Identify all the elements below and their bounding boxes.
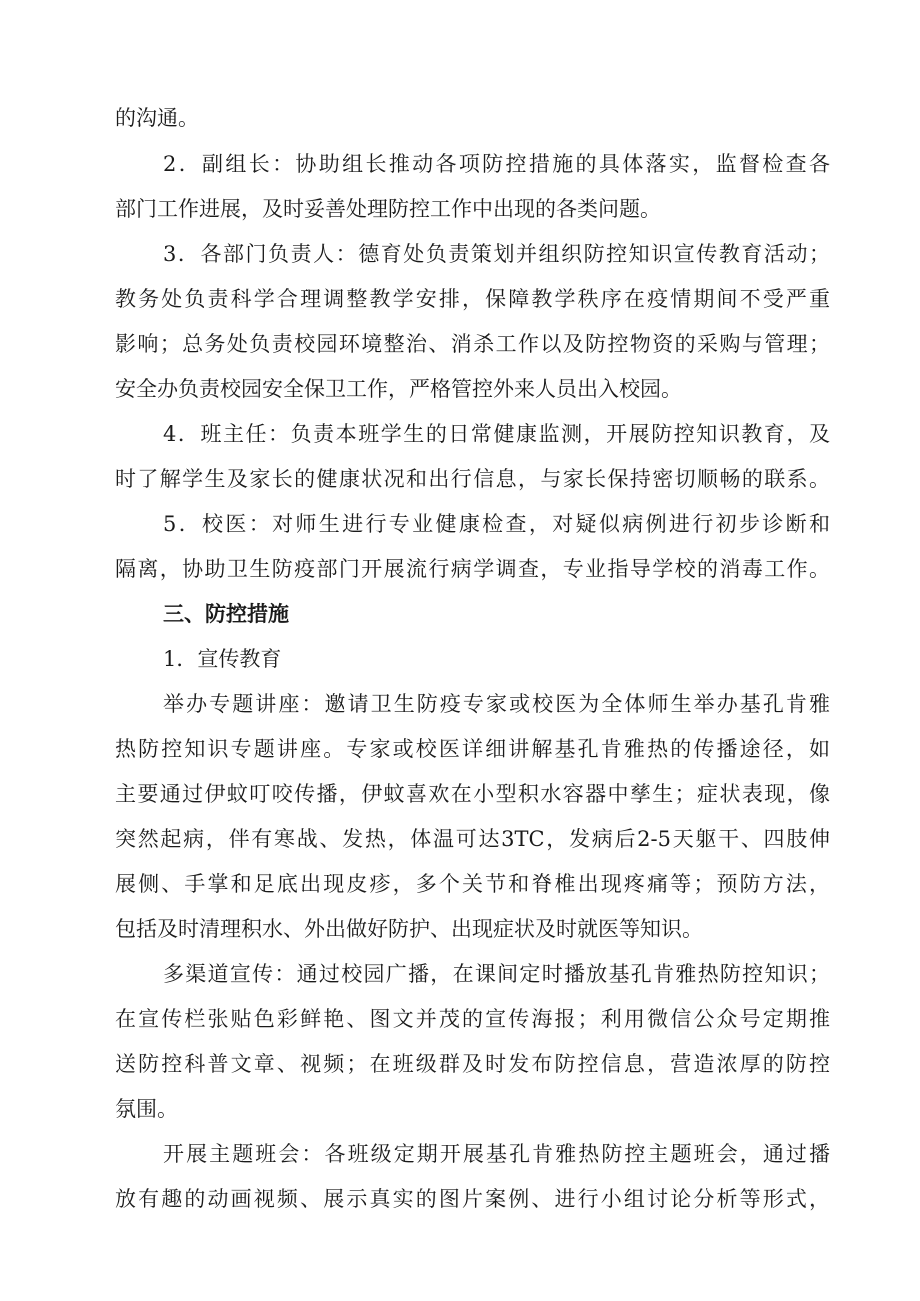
- text-line: 隔离，协助卫生防疫部门开展流行病学调查，专业指导学校的消毒工作。: [115, 557, 830, 581]
- text-line: 2．副组长：协助组长推动各项防控措施的具体落实，监督检查各: [163, 152, 830, 176]
- text-line: 的沟通。: [115, 106, 199, 130]
- text-line: 影响；总务处负责校园环境整治、消杀工作以及防控物资的采购与管理；: [115, 332, 830, 356]
- text-line: 开展主题班会：各班级定期开展基孔肯雅热防控主题班会，通过播: [163, 1142, 830, 1166]
- text-line: 突然起病，伴有寒战、发热，体温可达3TC，发病后2-5天躯干、四肢伸: [115, 827, 830, 851]
- text-line: 时了解学生及家长的健康状况和出行信息，与家长保持密切顺畅的联系。: [115, 467, 830, 491]
- text-line: 安全办负责校园安全保卫工作，严格管控外来人员出入校园。: [115, 377, 682, 401]
- text-line: 展侧、手掌和足底出现皮疹，多个关节和脊椎出现疼痛等；预防方法，: [115, 872, 830, 896]
- text-line: 教务处负责科学合理调整教学安排，保障教学秩序在疫情期间不受严重: [115, 287, 830, 311]
- section-heading: 三、防控措施: [163, 602, 289, 626]
- text-line: 送防控科普文章、视频；在班级群及时发布防控信息，营造浓厚的防控: [115, 1052, 830, 1076]
- text-line: 在宣传栏张贴色彩鲜艳、图文并茂的宣传海报；利用微信公众号定期推: [115, 1007, 830, 1031]
- text-line: 热防控知识专题讲座。专家或校医详细讲解基孔肯雅热的传播途径，如: [115, 737, 830, 761]
- subsection-heading: 1．宣传教育: [163, 647, 282, 671]
- text-line: 3．各部门负责人：德育处负责策划并组织防控知识宣传教育活动；: [163, 242, 830, 266]
- text-line: 部门工作进展，及时妥善处理防控工作中出现的各类问题。: [115, 197, 661, 221]
- text-line: 包括及时清理积水、外出做好防护、出现症状及时就医等知识。: [115, 917, 703, 941]
- text-line: 5．校医：对师生进行专业健康检查，对疑似病例进行初步诊断和: [163, 512, 830, 536]
- text-line: 多渠道宣传：通过校园广播，在课间定时播放基孔肯雅热防控知识；: [163, 962, 830, 986]
- text-line: 氛围。: [115, 1097, 178, 1121]
- text-line: 4．班主任：负责本班学生的日常健康监测，开展防控知识教育，及: [163, 422, 830, 446]
- text-line: 主要通过伊蚊叮咬传播，伊蚊喜欢在小型积水容器中孳生；症状表现，像: [115, 782, 830, 806]
- text-line: 放有趣的动画视频、展示真实的图片案例、进行小组讨论分析等形式，: [115, 1187, 830, 1211]
- text-line: 举办专题讲座：邀请卫生防疫专家或校医为全体师生举办基孔肯雅: [163, 692, 830, 716]
